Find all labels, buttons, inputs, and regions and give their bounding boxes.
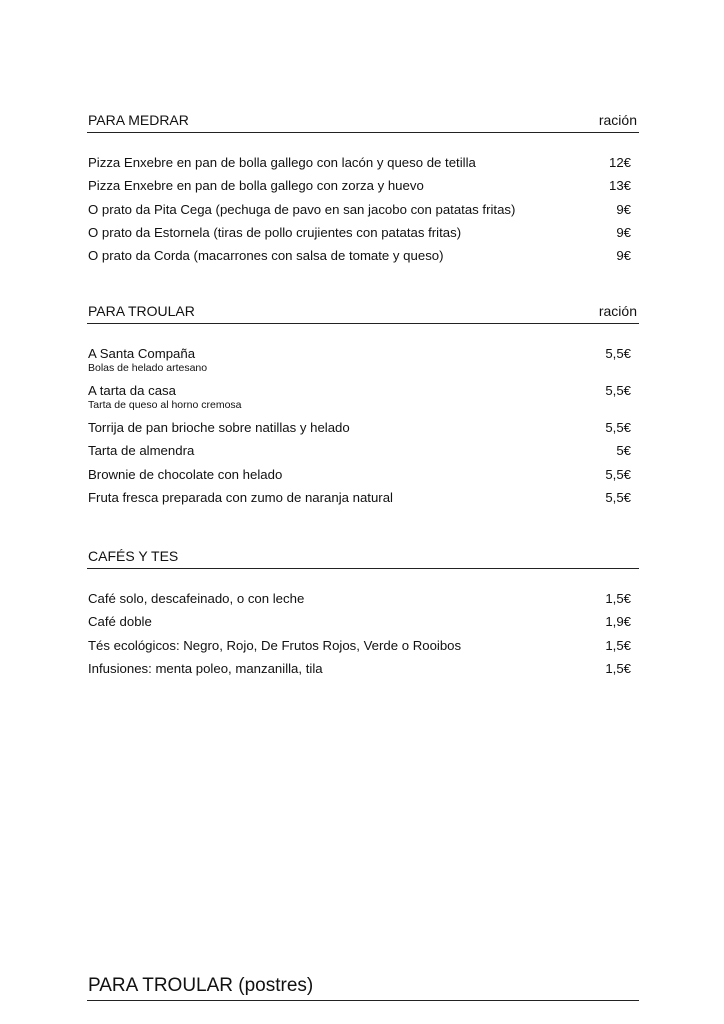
menu-item [87,420,639,436]
section-para-troular [87,299,639,506]
menu-item-description: Bolas de helado artesano [88,362,208,374]
menu-item-price: 5€ [616,443,631,459]
menu-item-list [87,591,639,677]
menu-item-name: Pizza Enxebre en pan de bolla gallego con zorza y huevo [88,178,424,194]
menu-item-price: 1,9€ [605,614,631,630]
menu-item-price: 5,5€ [605,489,631,505]
menu-item-price: 9€ [616,201,631,217]
menu-item-price: 9€ [616,248,631,264]
menu-item-name: Café doble [88,614,152,630]
menu-item [87,178,639,194]
menu-item [87,248,639,264]
menu-item-name: Brownie de chocolate con helado [88,466,283,482]
menu-item-name: Fruta fresca preparada con zumo de naranja natural [88,489,393,505]
section-title: PARA TROULAR [88,303,195,319]
menu-item [87,490,639,506]
section-unit-label: ración [598,112,637,128]
menu-item [87,346,639,374]
menu-item-name: Café solo, descafeinado, o con leche [88,591,305,606]
menu-item-name: Torrija de pan brioche sobre natillas y helado [88,420,350,435]
footer-heading [87,972,639,1001]
menu-item-price: 12€ [608,155,631,170]
menu-item-price: 1,5€ [605,637,631,653]
menu-item-list [87,155,639,264]
menu-item-description: Tarta de queso al horno cremosa [88,399,242,411]
menu-item-name: Pizza Enxebre en pan de bolla gallego con lacón y queso de tetilla [88,155,476,170]
section-para-medrar [87,108,639,264]
menu-item-name: Tés ecológicos: Negro, Rojo, De Frutos Rojos, Verde o Rooibos [88,637,462,653]
menu-item-name: A tarta da casa [88,383,176,398]
menu-item-price: 5,5€ [605,420,631,435]
menu-item-name: Tarta de almendra [88,443,195,459]
section-header [87,544,639,569]
menu-item-name: Infusiones: menta poleo, manzanilla, tila [88,660,323,676]
menu-item [87,638,639,654]
section-header [87,108,639,133]
menu-item [87,383,639,411]
menu-item-list [87,346,639,506]
menu-item-name: O prato da Pita Cega (pechuga de pavo en san jacobo con patatas fritas) [88,201,516,217]
menu-item-price: 9€ [616,224,631,240]
menu-item [87,661,639,677]
menu-item [87,614,639,630]
menu-item-name: A Santa Compaña [88,346,196,361]
menu-item [87,443,639,459]
menu-item-name: O prato da Estornela (tiras de pollo crujientes con patatas fritas) [88,224,462,240]
menu-item-price: 13€ [608,178,631,194]
menu-item-price: 5,5€ [605,466,631,482]
menu-item [87,591,639,607]
menu-item-price: 1,5€ [605,591,631,606]
section-header [87,299,639,324]
menu-item-name: O prato da Corda (macarrones con salsa de tomate y queso) [88,248,444,264]
menu-item-price: 1,5€ [605,660,631,676]
menu-item-price: 5,5€ [605,383,631,398]
section-cafes-y-tes [87,544,639,677]
menu-item [87,202,639,218]
menu-item [87,155,639,171]
section-title: PARA MEDRAR [88,112,189,128]
section-unit-label: ración [598,303,637,319]
menu-item [87,225,639,241]
section-title: CAFÉS Y TES [88,548,179,564]
footer-title: PARA TROULAR (postres) [88,975,314,996]
menu-item [87,467,639,483]
menu-item-price: 5,5€ [605,346,631,361]
